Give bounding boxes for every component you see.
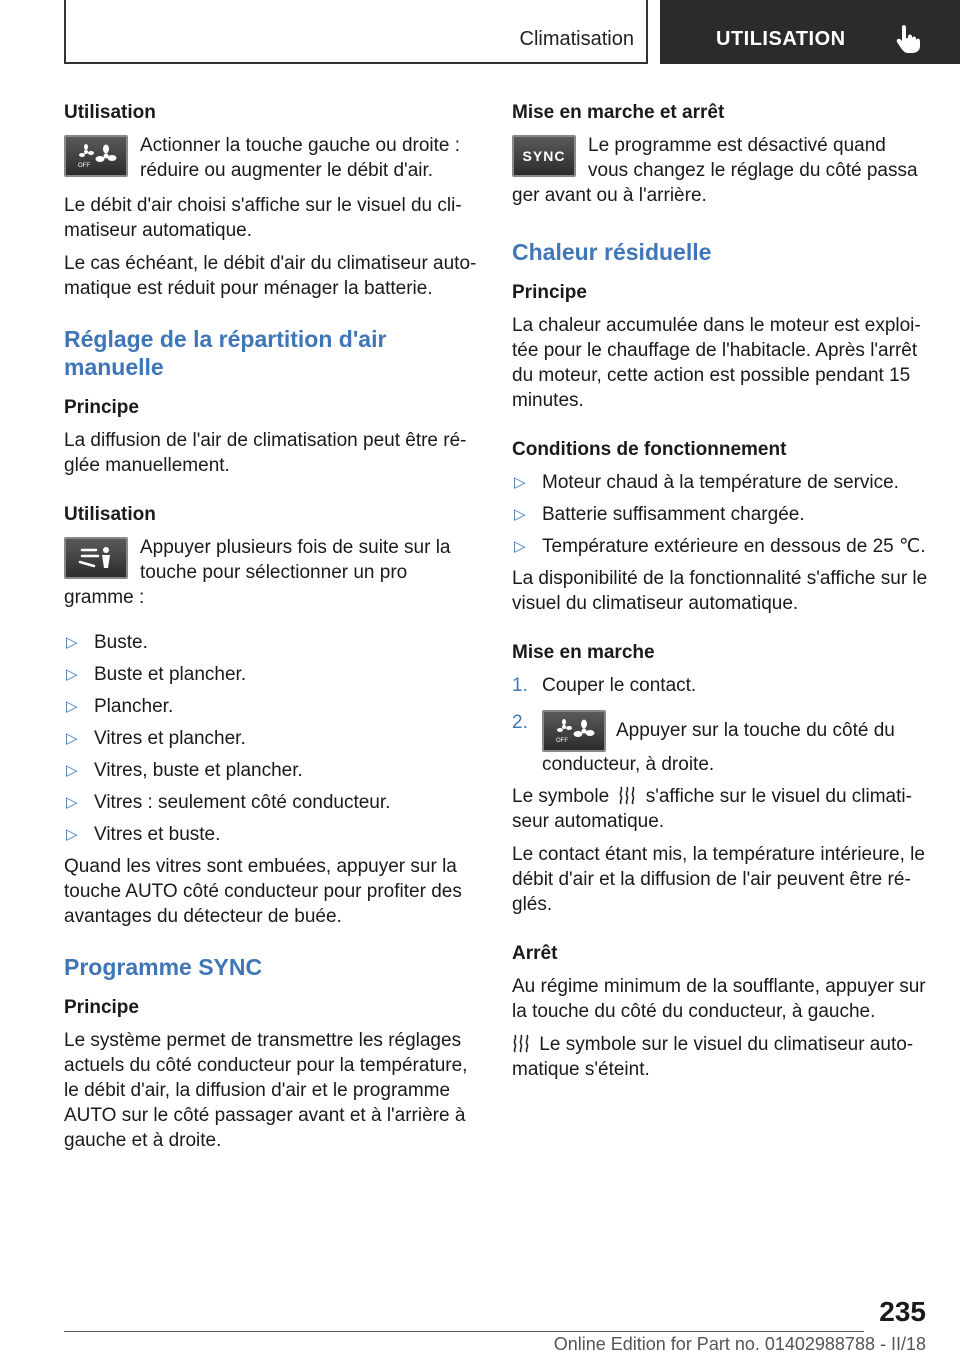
heading-utilisation: Utilisation <box>64 102 156 123</box>
heading-chaleur-residuelle: Chaleur résiduelle <box>512 239 712 265</box>
triangle-bullet-icon: ▷ <box>66 826 78 843</box>
footer-divider <box>64 1331 864 1332</box>
triangle-bullet-icon: ▷ <box>66 666 78 683</box>
heading-principe: Principe <box>512 282 587 303</box>
list-item: ▷ Vitres, buste et plancher. <box>66 760 303 781</box>
list-item: ▷ Batterie suffisamment chargée. <box>514 504 805 525</box>
list-item: ▷ Buste et plancher. <box>66 664 247 685</box>
list-item: ▷ Température extérieure en dessous de 25 ℃. <box>514 536 926 557</box>
fan-speed-button-image <box>64 135 128 177</box>
heading-mise-en-marche: Mise en marche <box>512 642 655 663</box>
page-number: 235 <box>879 1296 926 1327</box>
heading-programme-sync: Programme SYNC <box>64 954 263 980</box>
paragraph: Le symbole sur le visuel du climatiseur automatique s'éteint. <box>512 1034 914 1080</box>
heading-reglage-repartition: Réglage de la répartition d'air manuelle <box>64 326 387 380</box>
list-item: ▷ Buste. <box>66 632 148 653</box>
list-item: 1. Couper le contact. <box>512 675 697 696</box>
paragraph: Le symbole s'affiche sur le visuel du climatiseur automatique. <box>512 786 912 832</box>
triangle-bullet-icon: ▷ <box>66 698 78 715</box>
air-distribution-button-row <box>64 535 478 585</box>
paragraph: Quand les vitres sont embuées, appuyer sur la touche AUTO côté conducteur pour profiter des avantages du détecteur de buée. <box>64 856 462 927</box>
paragraph: Le contact étant mis, la température intérieure, le débit d'air et la diffusion de l'air peuvent être réglés. <box>512 844 925 915</box>
list-item: 2. OFF Appuyer sur la touche du côté du conducteur, à droite. <box>512 712 895 775</box>
header-chapter-box <box>660 0 960 64</box>
heading-arret: Arrêt <box>512 943 558 964</box>
header-section-box <box>64 0 648 64</box>
residual-heat-icon <box>512 1033 530 1053</box>
right-column <box>512 100 930 1090</box>
heading-conditions: Conditions de fonctionnement <box>512 439 787 460</box>
paragraph: La chaleur accumulée dans le moteur est exploitée pour le chauffage de l'habitacle. Après l'arrêt du moteur, cette action est possible pendant 15 minutes. <box>512 315 921 411</box>
triangle-bullet-icon: ▷ <box>66 730 78 747</box>
fan-icon <box>74 143 118 169</box>
sync-button-image: SYNC <box>512 135 576 177</box>
triangle-bullet-icon: ▷ <box>514 538 526 555</box>
left-column <box>64 100 478 1161</box>
residual-heat-icon <box>618 785 636 805</box>
svg-text:OFF: OFF <box>556 738 568 744</box>
air-distribution-button-image <box>64 537 128 579</box>
paragraph: Le système permet de transmettre les réglages actuels du côté conducteur pour la température, le débit d'air, la diffusion d'air et le programme AUTO sur le côté passager avant et à l'arrière à gauche et à droite. <box>64 1030 468 1151</box>
heading-utilisation-2: Utilisation <box>64 504 156 525</box>
fan-button-text: Actionner la touche gauche ou droite : réduire ou augmenter le débit d'air. <box>140 135 461 181</box>
fan-button-row <box>64 133 478 183</box>
list-item: ▷ Vitres et plancher. <box>66 728 246 749</box>
paragraph: Au régime minimum de la soufflante, appuyer sur la touche du côté du conducteur, à gauche. <box>512 976 926 1022</box>
heading-mise-en-marche-arret: Mise en marche et arrêt <box>512 102 725 123</box>
list-item: ▷ Vitres : seulement côté conducteur. <box>66 792 391 813</box>
paragraph: ger avant ou à l'arrière. <box>512 185 707 206</box>
step-number: 2. <box>512 712 528 733</box>
air-program-list <box>64 630 478 847</box>
triangle-bullet-icon: ▷ <box>514 474 526 491</box>
paragraph: La diffusion de l'air de climatisation peut être réglée manuellement. <box>64 430 467 476</box>
list-item: ▷ Vitres et buste. <box>66 824 221 845</box>
header-section-title: Climatisation <box>519 28 634 50</box>
triangle-bullet-icon: ▷ <box>514 506 526 523</box>
heading-principe: Principe <box>64 397 139 418</box>
fan-icon <box>552 718 596 744</box>
air-distribution-button-text: Appuyer plusieurs fois de suite sur la touche pour sélectionner un pro <box>140 537 451 583</box>
svg-text:OFF: OFF <box>78 163 90 169</box>
triangle-bullet-icon: ▷ <box>66 762 78 779</box>
header-chapter-title: UTILISATION <box>716 28 846 50</box>
sync-button-text: Le programme est désactivé quand vous changez le réglage du côté passa <box>588 135 918 181</box>
footer-edition: Online Edition for Part no. 01402988788 - II/18 <box>553 1334 926 1354</box>
sync-button-row <box>512 133 930 183</box>
triangle-bullet-icon: ▷ <box>66 634 78 651</box>
pointing-hand-icon <box>896 24 924 54</box>
paragraph: Le cas échéant, le débit d'air du climatiseur automatique est réduit pour ménager la batterie. <box>64 253 477 299</box>
step-number: 1. <box>512 675 528 696</box>
fan-speed-button-image <box>542 710 606 752</box>
triangle-bullet-icon: ▷ <box>66 794 78 811</box>
paragraph: La disponibilité de la fonctionnalité s'affiche sur le visuel du climatiseur automatique. <box>512 568 928 614</box>
heading-principe-2: Principe <box>64 997 139 1018</box>
steps-list <box>512 673 930 777</box>
conditions-list <box>512 470 930 559</box>
list-item: ▷ Moteur chaud à la température de service. <box>514 472 899 493</box>
air-distribution-icon <box>76 544 116 572</box>
paragraph: Le débit d'air choisi s'affiche sur le visuel du climatiseur automatique. <box>64 195 462 241</box>
paragraph: gramme : <box>64 587 145 608</box>
list-item: ▷ Plancher. <box>66 696 174 717</box>
